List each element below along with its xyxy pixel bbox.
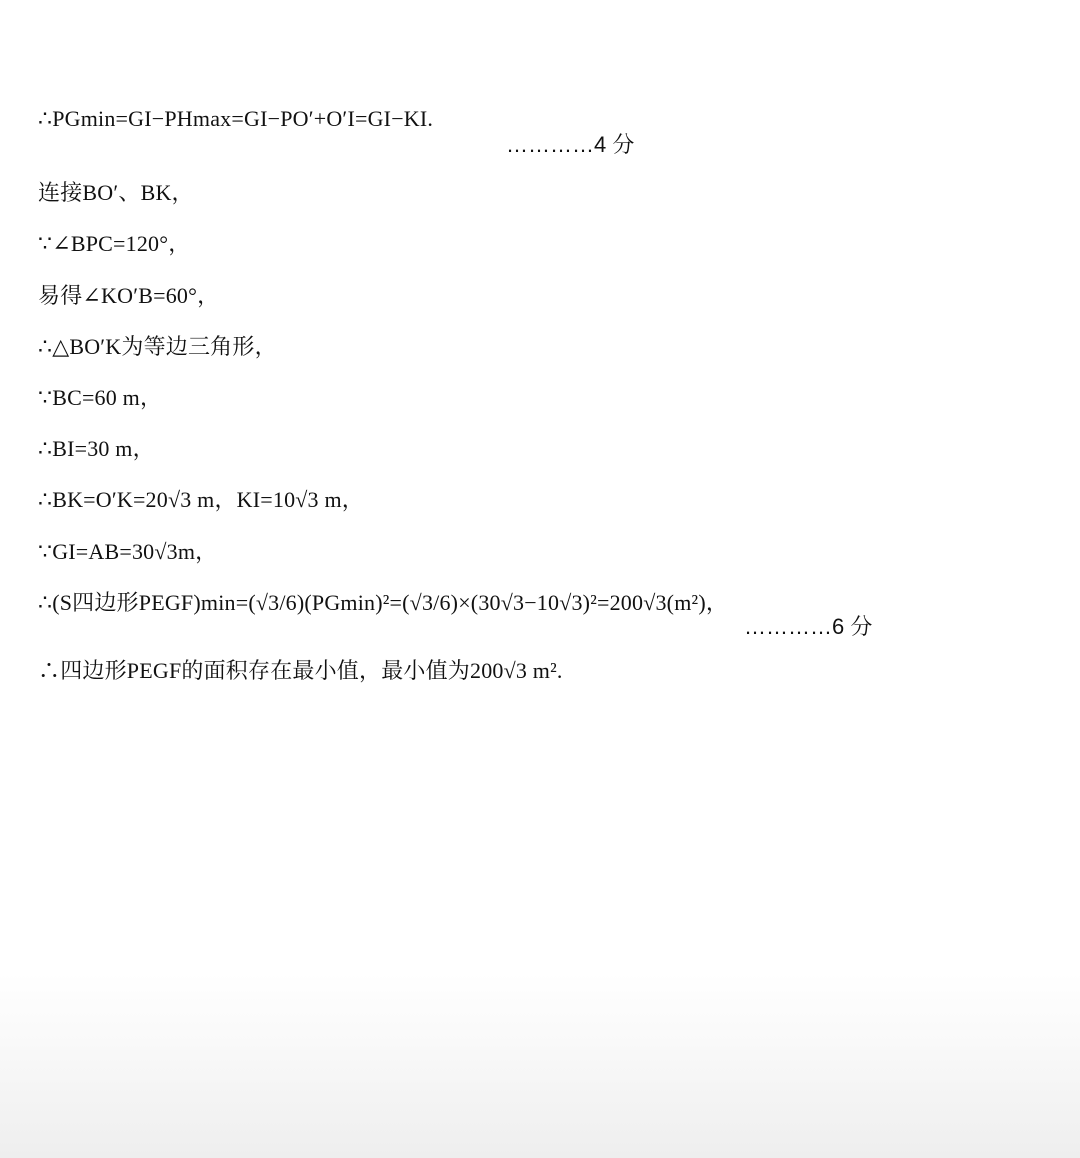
solution-line-6: ∵BC=60 m， <box>38 385 163 410</box>
solution-line-2: 连接BO′、BK， <box>38 180 194 205</box>
solution-line-5: ∴△BO′K为等边三角形， <box>38 334 277 359</box>
score-mark-4: …………4 分 <box>506 132 635 157</box>
solution-line-4: 易得∠KO′B=60°， <box>38 283 220 308</box>
solution-line-10: ∴(S四边形PEGF)min=(√3/6)(PGmin)²=(√3/6)×(30√3−10√3)²=200√3(m²)， <box>38 590 729 615</box>
solution-line-11: ∴四边形PEGF的面积存在最小值，最小值为200√3 m². <box>38 658 563 683</box>
score-mark-6: …………6 分 <box>744 614 873 639</box>
solution-line-8: ∴BK=O′K=20√3 m，KI=10√3 m， <box>38 487 364 512</box>
solution-line-9: ∵GI=AB=30√3m， <box>38 539 218 564</box>
solution-line-1: ∴PGmin=GI−PHmax=GI−PO′+O′I=GI−KI. <box>38 106 434 131</box>
solution-line-7: ∴BI=30 m， <box>38 436 155 461</box>
solution-line-3: ∵∠BPC=120°， <box>38 231 191 256</box>
